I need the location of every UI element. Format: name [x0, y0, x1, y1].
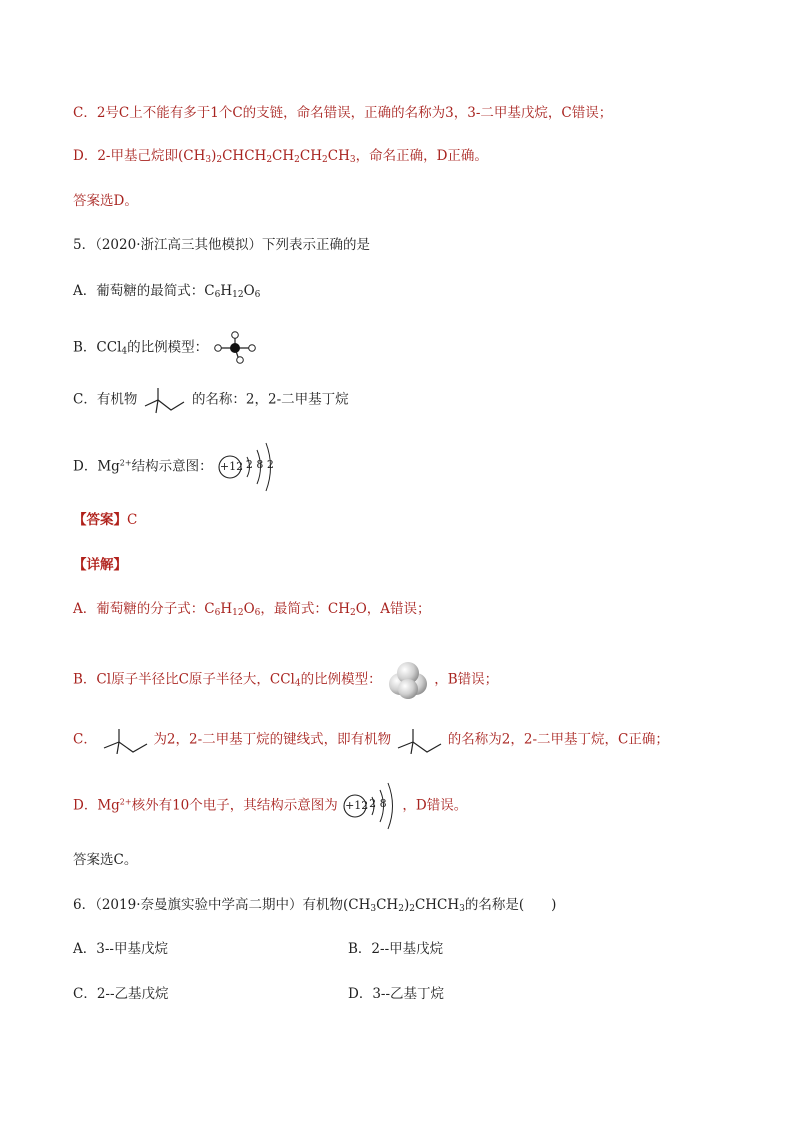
mg-ion-structure-diagram-icon [342, 791, 398, 821]
explanation-d: D．2-甲基己烷即$(CH_3)_2CHCH_2CH_2CH_2CH_3$，命名正确，D正确。 [73, 148, 488, 165]
question-5-option-c: C．有机物 的名称：2，2-二甲基丁烷 [73, 386, 349, 414]
detail-b: B．Cl原子半径比C原子半径大，CCl$_4$的比例模型： ，B错误； [73, 660, 498, 700]
detail-a: A．葡萄糖的分子式：$C_6H_{12}O_6$，最简式：$CH_2O$，A错误； [73, 601, 431, 618]
question-6-stem: 6．（2019·奈曼旗实验中学高二期中）有机物$(CH_3CH_2)_2CHCH_3$的名称是( ) [73, 897, 557, 914]
mg-nucleus-label: +12 [219, 460, 244, 473]
detail-final-answer: 答案选C。 [73, 852, 138, 868]
question-5-option-d: D．$Mg^{2+}$结构示意图： +12 2 8 2 [73, 452, 279, 482]
ccl4-ball-stick-model-icon [212, 331, 258, 365]
ccl4-space-filling-model-icon [386, 660, 430, 700]
mg-ion-structure-diagram-icon [217, 452, 279, 482]
detail-label: 【详解】 [73, 557, 127, 573]
explanation-c: C．2号C上不能有多于1个C的支链，命名错误，正确的名称为3，3-二甲基戊烷，C错误； [73, 105, 613, 121]
mg-nucleus-label: +12 [345, 799, 369, 812]
detail-d: D．$Mg^{2+}$核外有10个电子，其结构示意图为 +12 2 8 ，D错误。 [73, 791, 467, 821]
question-6-option-d: D．3--乙基丁烷 [348, 986, 445, 1002]
question-6-option-a: A．3--甲基戊烷 [73, 941, 168, 957]
explanation-answer: 答案选D。 [73, 193, 138, 209]
question-6-option-b: B．2--甲基戊烷 [348, 941, 444, 957]
mg-shell-electrons: 2 8 2 [245, 458, 274, 471]
skeletal-formula-icon [142, 386, 188, 414]
skeletal-formula-icon [101, 726, 149, 754]
skeletal-formula-icon [395, 726, 443, 754]
answer-line: 【答案】C [73, 512, 138, 528]
question-6-option-c: C．2--乙基戊烷 [73, 986, 169, 1002]
question-5-option-b: B．CCl$_4$的比例模型： [73, 331, 258, 365]
question-5-option-a: A．葡萄糖的最简式：$C_6H_{12}O_6$ [73, 283, 261, 300]
question-5-stem: 5．（2020·浙江高三其他模拟）下列表示正确的是 [73, 237, 370, 253]
detail-c: C． 为2，2-二甲基丁烷的键线式，即有机物 的名称为2，2-二甲基丁烷，C正确； [73, 726, 669, 754]
mg-shell-electrons: 2 8 [369, 797, 387, 810]
